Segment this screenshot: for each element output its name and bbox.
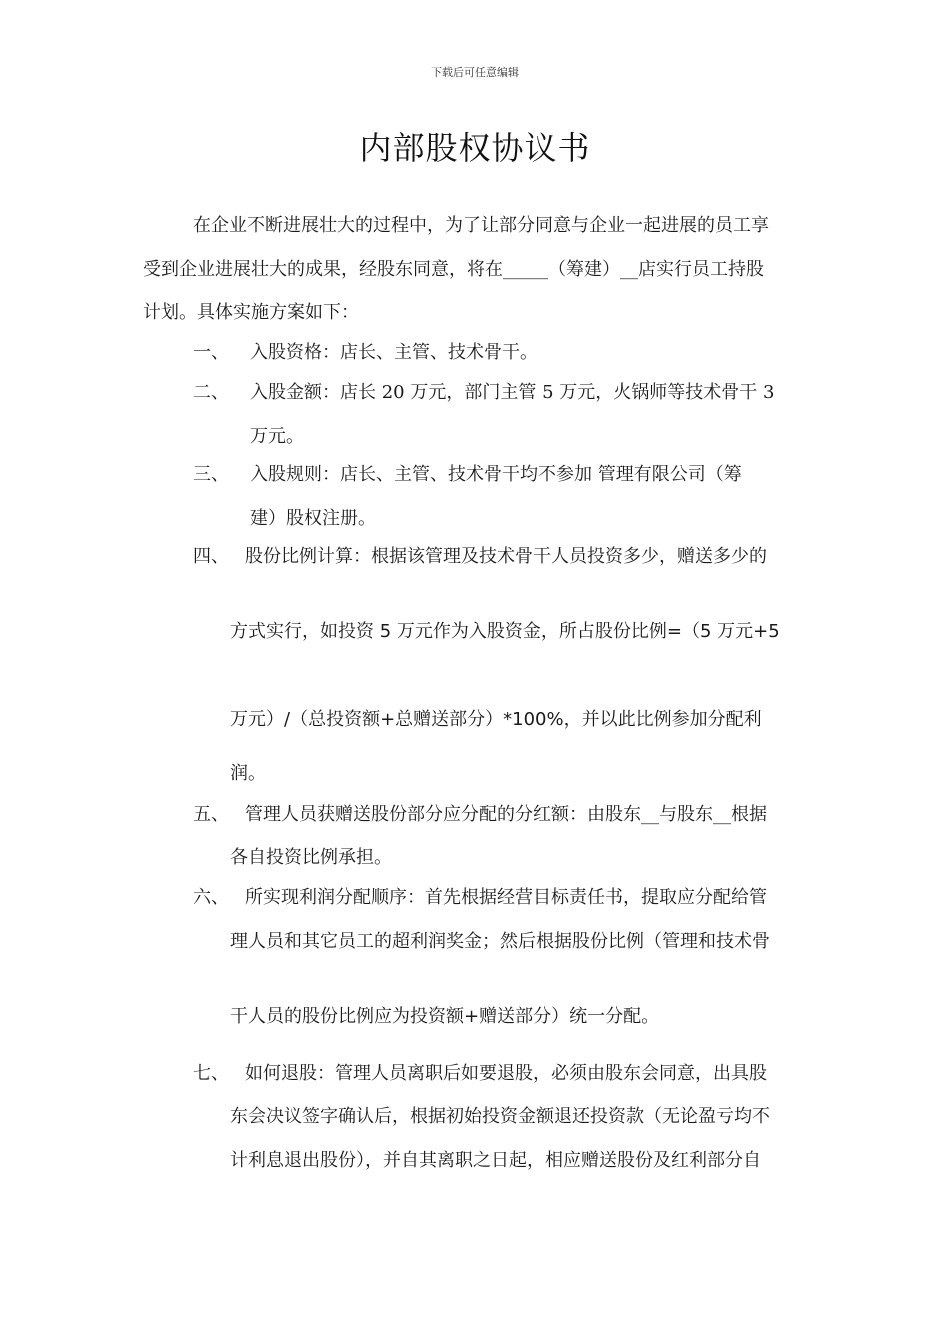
item-3-line-2: 建）股权注册。 xyxy=(250,508,376,529)
item-6-line-2: 理人员和其它员工的超利润奖金；然后根据股份比例（管理和技术骨 xyxy=(230,931,770,952)
item-7-line-1: 如何退股：管理人员离职后如要退股，必须由股东会同意，出具股 xyxy=(245,1063,767,1084)
item-4-line-3: 万元）/（总投资额+总赠送部分）*100%，并以此比例参加分配利 xyxy=(230,709,762,730)
item-4-number: 四、 xyxy=(193,546,229,567)
item-2-number: 二、 xyxy=(193,382,229,403)
item-6-line-1: 所实现利润分配顺序：首先根据经营目标责任书，提取应分配给管 xyxy=(245,887,767,908)
header-note: 下载后可任意编辑 xyxy=(431,66,519,79)
item-5-number: 五、 xyxy=(193,804,229,825)
item-4-line-2: 方式实行，如投资 5 万元作为入股资金，所占股份比例=（5 万元+5 xyxy=(230,621,780,642)
intro-line-1: 在企业不断进展壮大的过程中，为了让部分同意与企业一起进展的员工享 xyxy=(193,215,769,236)
page-title: 内部股权协议书 xyxy=(359,129,591,167)
item-1-number: 一、 xyxy=(193,342,229,363)
item-4-line-4: 润。 xyxy=(230,763,266,784)
item-2-line-2: 万元。 xyxy=(250,426,304,447)
item-7-line-3: 计利息退出股份），并自其离职之日起，相应赠送股份及红利部分自 xyxy=(230,1150,761,1171)
item-2-line-1: 入股金额：店长 20 万元，部门主管 5 万元，火锅师等技术骨干 3 xyxy=(250,382,775,403)
intro-line-3: 计划。具体实施方案如下： xyxy=(143,302,359,323)
item-4-line-1: 股份比例计算：根据该管理及技术骨干人员投资多少，赠送多少的 xyxy=(245,546,767,567)
item-7-line-2: 东会决议签字确认后，根据初始投资金额退还投资款（无论盈亏均不 xyxy=(230,1106,770,1127)
item-5-line-1: 管理人员获赠送股份部分应分配的分红额：由股东__与股东__根据 xyxy=(245,804,767,825)
item-5-line-2: 各自投资比例承担。 xyxy=(230,847,392,868)
item-1-line-1: 入股资格：店长、主管、技术骨干。 xyxy=(250,342,538,363)
item-3-number: 三、 xyxy=(193,464,229,485)
item-6-line-3: 干人员的股份比例应为投资额+赠送部分）统一分配。 xyxy=(230,1006,660,1027)
intro-line-2: 受到企业进展壮大的成果，经股东同意，将在_____（筹建）__店实行员工持股 xyxy=(143,259,764,280)
item-7-number: 七、 xyxy=(193,1063,229,1084)
item-3-line-1: 入股规则：店长、主管、技术骨干均不参加 管理有限公司（筹 xyxy=(250,464,742,485)
item-6-number: 六、 xyxy=(193,887,229,908)
